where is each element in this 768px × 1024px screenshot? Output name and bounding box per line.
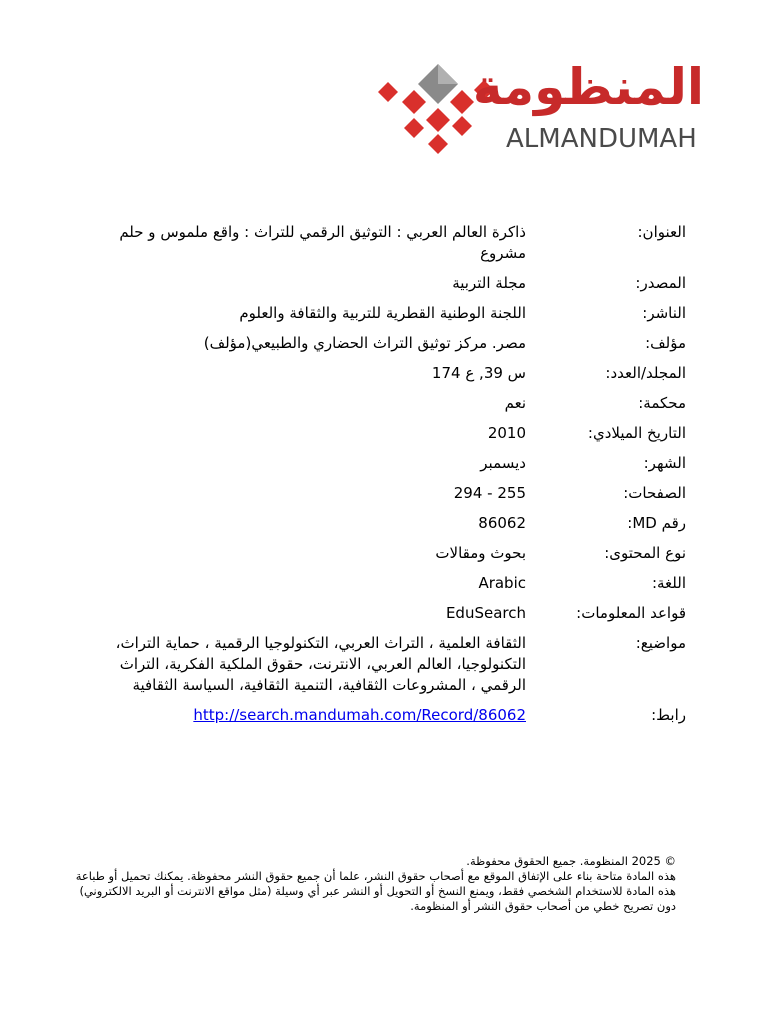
title-label: العنوان: (637, 223, 686, 241)
publisher-label: الناشر: (642, 304, 686, 322)
month-value: ديسمبر (480, 454, 526, 472)
record-row-language (80, 573, 686, 594)
record-row-md-number (80, 513, 686, 534)
copyright-footer (68, 854, 676, 914)
language-label: اللغة: (651, 574, 686, 592)
record-row-databases (80, 603, 686, 624)
record-row-link (80, 705, 686, 726)
year-label: التاريخ الميلادي: (587, 424, 686, 442)
subjects-label: مواضيع: (635, 634, 686, 652)
title-value: ذاكرة العالم العربي : التوثيق الرقمي للتراث : واقع ملموس و حلم مشروع (119, 223, 526, 262)
record-row-publisher (80, 303, 686, 324)
volume-issue-label: المجلد/العدد: (605, 364, 686, 382)
record-row-year (80, 423, 686, 444)
record-row-title (80, 222, 686, 264)
md-number-value: 86062 (478, 514, 526, 532)
publisher-value: اللجنة الوطنية القطرية للتربية والثقافة والعلوم (239, 304, 526, 322)
author-label: مؤلف: (645, 334, 686, 352)
almandumah-logo (376, 60, 706, 160)
record-row-month (80, 453, 686, 474)
language-value: Arabic (478, 574, 526, 592)
record-row-pages (80, 483, 686, 504)
source-value: مجلة التربية (452, 274, 526, 292)
record-row-peer-reviewed (80, 393, 686, 414)
year-value: 2010 (487, 424, 526, 442)
source-label: المصدر: (635, 274, 686, 292)
pages-value: 255 - 294 (453, 484, 526, 502)
databases-value: EduSearch (445, 604, 526, 622)
pages-label: الصفحات: (623, 484, 686, 502)
link-label: رابط: (651, 706, 686, 724)
record-row-content-type (80, 543, 686, 564)
content-type-label: نوع المحتوى: (604, 544, 686, 562)
author-value: مصر. مركز توثيق التراث الحضاري والطبيعي(مؤلف) (203, 334, 526, 352)
record-row-source (80, 273, 686, 294)
record-details (80, 222, 686, 735)
peer-reviewed-value: نعم (504, 394, 526, 412)
copyright-line: © 2025 المنظومة. جميع الحقوق محفوظة. (466, 854, 676, 868)
content-type-value: بحوث ومقالات (435, 544, 526, 562)
record-row-subjects (80, 633, 686, 696)
databases-label: قواعد المعلومات: (576, 604, 686, 622)
subjects-value: الثقافة العلمية ، التراث العربي، التكنولوجيا الرقمية ، حماية التراث، التكنولوجيا، العالم العربي، الانترنت، حقوق الملكية الفكرية، التراث الرقمي ، المشروعات الثقافية، التنمية الثقافية، السياسة الثقافية (115, 634, 526, 694)
link-value (80, 705, 526, 726)
logo-arabic-text: المنظومة (472, 58, 704, 116)
record-row-author (80, 333, 686, 354)
copyright-notice: هذه المادة متاحة بناء على الإتفاق الموقع مع أصحاب حقوق النشر، علما أن جميع حقوق النشر محفوظة. يمكنك تحميل أو طباعة هذه المادة للاستخدام الشخصي فقط، ويمنع النسخ أو التحويل أو النشر عبر أي وسيلة (مثل مواقع الانترنت أو البريد الالكتروني) دون تصريح خطي من أصحاب حقوق النشر أو المنظومة. (75, 869, 676, 913)
peer-reviewed-label: محكمة: (638, 394, 686, 412)
month-label: الشهر: (643, 454, 686, 472)
md-number-label: رقم MD: (627, 514, 686, 532)
record-link[interactable]: http://search.mandumah.com/Record/86062 (193, 706, 526, 724)
record-row-volume-issue (80, 363, 686, 384)
volume-issue-value: س 39, ع 174 (431, 364, 526, 382)
logo-english-text: ALMANDUMAH (506, 124, 697, 154)
